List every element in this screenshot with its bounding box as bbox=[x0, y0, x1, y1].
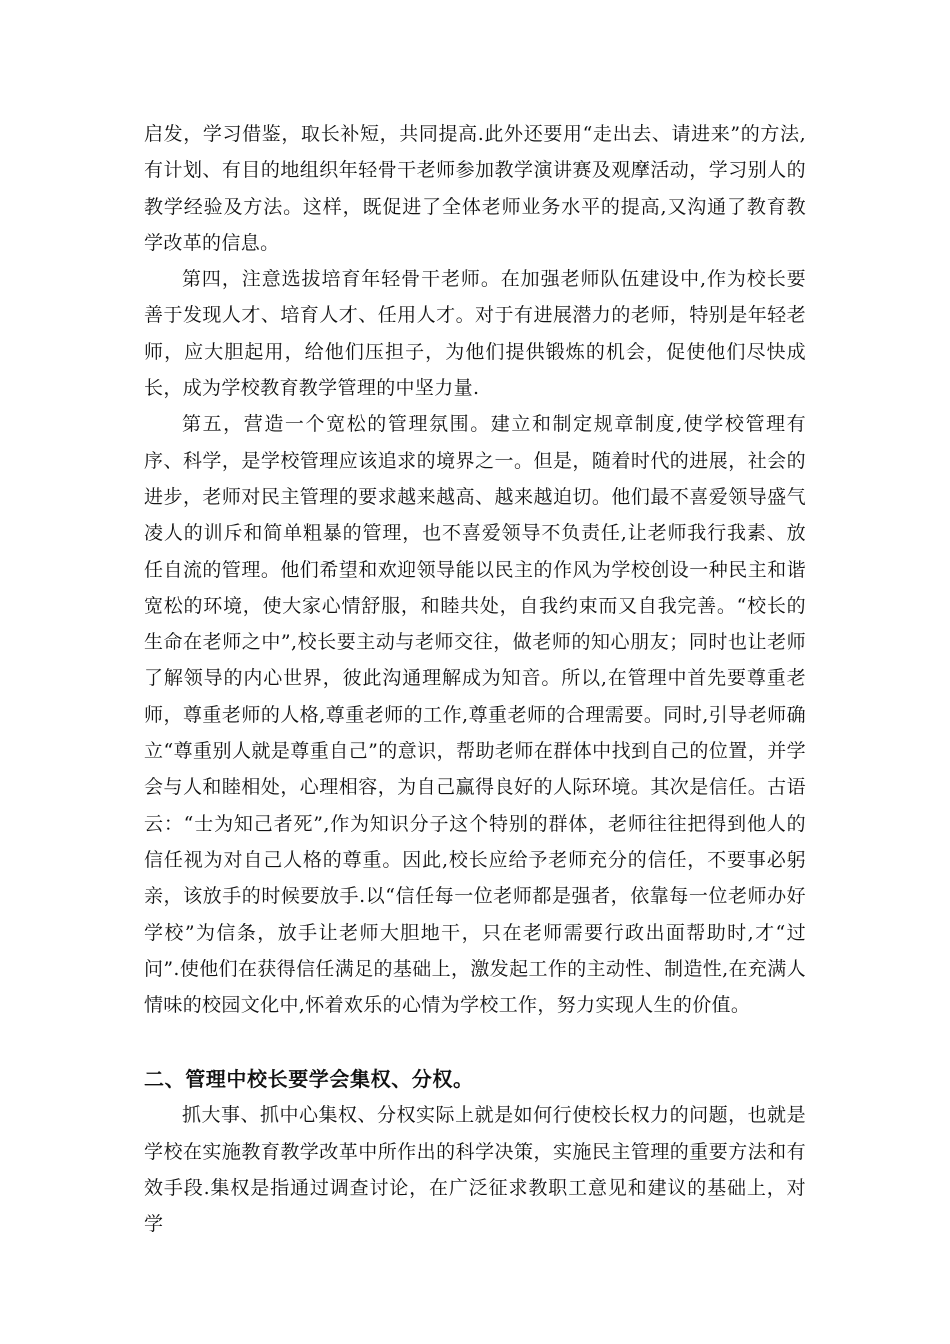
section-paragraph: 抓大事、抓中心集权、分权实际上就是如何行使校长权力的问题，也就是学校在实施教育教学改革中所作出的科学决策，实施民主管理的重要方法和有效手段.集权是指通过调查讨论，在广泛征求教职工意见和建议的基础上，对学 bbox=[144, 1104, 806, 1236]
document-page bbox=[144, 116, 806, 1243]
section-heading: 二、管理中校长要学会集权、分权。 bbox=[144, 1067, 474, 1092]
paragraph-continuation: 启发，学习借鉴，取长补短，共同提高.此外还要用“走出去、请进来”的方法,有计划、有目的地组织年轻骨干老师参加教学演讲赛及观摩活动，学习别人的教学经验及方法。这样，既促进了全体老师业务水平的提高,又沟通了教育教学改革的信息。 bbox=[144, 123, 806, 254]
paragraph-fourth-point: 第四，注意选拔培育年轻骨干老师。在加强老师队伍建设中,作为校长要善于发现人才、培育人才、任用人才。对于有进展潜力的老师，特别是年轻老师，应大胆起用，给他们压担子，为他们提供锻炼的机会，促使他们尽快成长，成为学校教育教学管理的中坚力量. bbox=[144, 268, 806, 400]
paragraph-fifth-point: 第五，营造一个宽松的管理氛围。建立和制定规章制度,使学校管理有序、科学，是学校管理应该追求的境界之一。但是，随着时代的进展，社会的进步，老师对民主管理的要求越来越高、越来越迫切。他们最不喜爱领导盛气凌人的训斥和简单粗暴的管理，也不喜爱领导不负责任,让老师我行我素、放任自流的管理。他们希望和欢迎领导能以民主的作风为学校创设一种民主和谐宽松的环境，使大家心情舒服，和睦共处，自我约束而又自我完善。“校长的生命在老师之中”,校长要主动与老师交往，做老师的知心朋友；同时也让老师了解领导的内心世界，彼此沟通理解成为知音。所以,在管理中首先要尊重老师，尊重老师的人格,尊重老师的工作,尊重老师的合理需要。同时,引导老师确立“尊重别人就是尊重自己”的意识，帮助老师在群体中找到自己的位置，并学会与人和睦相处，心理相容，为自己赢得良好的人际环境。其次是信任。古语云：“士为知己者死”,作为知识分子这个特别的群体，老师往往把得到他人的信任视为对自己人格的尊重。因此,校长应给予老师充分的信任，不要事必躬亲，该放手的时候要放手.以“信任每一位老师都是强者，依靠每一位老师办好学校”为信条，放手让老师大胆地干，只在老师需要行政出面帮助时,才“过问”.使他们在获得信任满足的基础上，激发起工作的主动性、制造性,在充满人情味的校园文化中,怀着欢乐的心情为学校工作，努力实现人生的价值。 bbox=[144, 413, 806, 1017]
